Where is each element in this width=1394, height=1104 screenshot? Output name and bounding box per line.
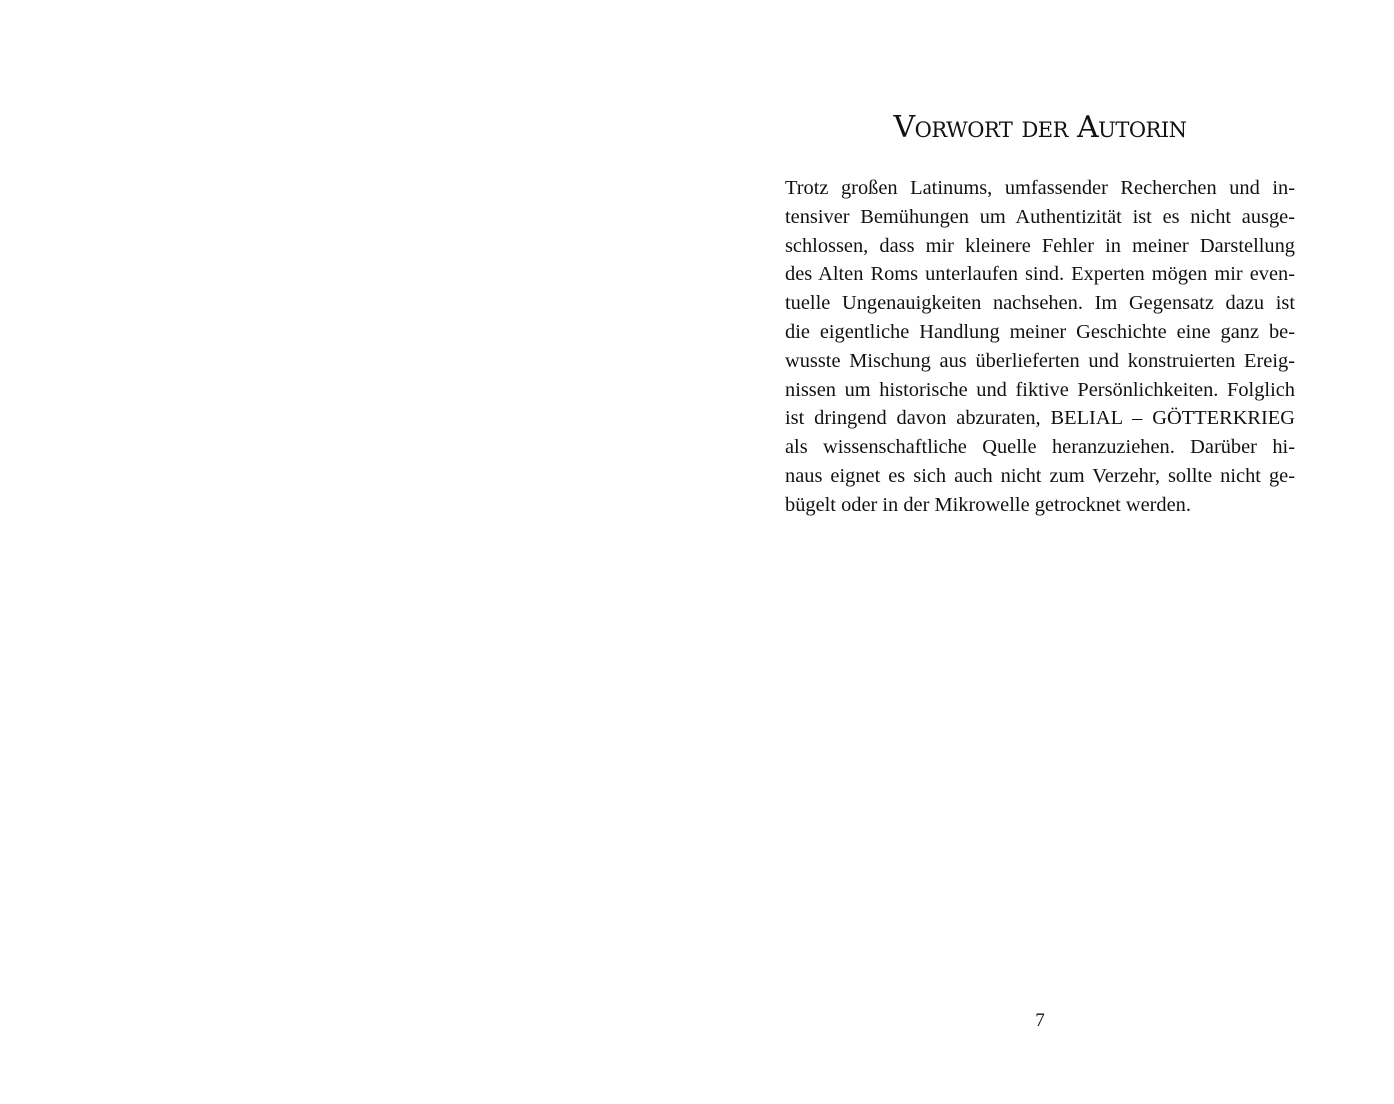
- body-line: tuelle Ungenauigkeiten nachsehen. Im Gegensatz dazu ist: [785, 292, 1295, 315]
- body-line: bügelt oder in der Mikrowelle getrocknet werden.: [785, 493, 1191, 516]
- body-line: wusste Mischung aus überlieferten und konstruierten Ereig-: [785, 349, 1295, 372]
- chapter-title: Vorwort der Autorin: [893, 110, 1187, 145]
- body-line: tensiver Bemühungen um Authentizität ist es nicht ausge-: [785, 205, 1295, 228]
- body-line: naus eignet es sich auch nicht zum Verzehr, sollte nicht ge-: [785, 464, 1295, 487]
- foreword-body: [785, 174, 1295, 520]
- body-line: des Alten Roms unterlaufen sind. Experten mögen mir even-: [785, 263, 1295, 286]
- right-page: [697, 0, 1394, 1104]
- body-line: als wissenschaftliche Quelle heranzuziehen. Darüber hi-: [785, 436, 1295, 459]
- body-line: die eigentliche Handlung meiner Geschichte eine ganz be-: [785, 320, 1295, 343]
- body-line: nissen um historische und fiktive Persönlichkeiten. Folglich: [785, 378, 1295, 401]
- body-line: ist dringend davon abzuraten, BELIAL – GÖTTERKRIEG: [785, 407, 1295, 430]
- body-line: Trotz großen Latinums, umfassender Recherchen und in-: [785, 177, 1295, 199]
- page-number: 7: [1035, 1010, 1045, 1031]
- body-line: schlossen, dass mir kleinere Fehler in meiner Darstellung: [785, 234, 1295, 257]
